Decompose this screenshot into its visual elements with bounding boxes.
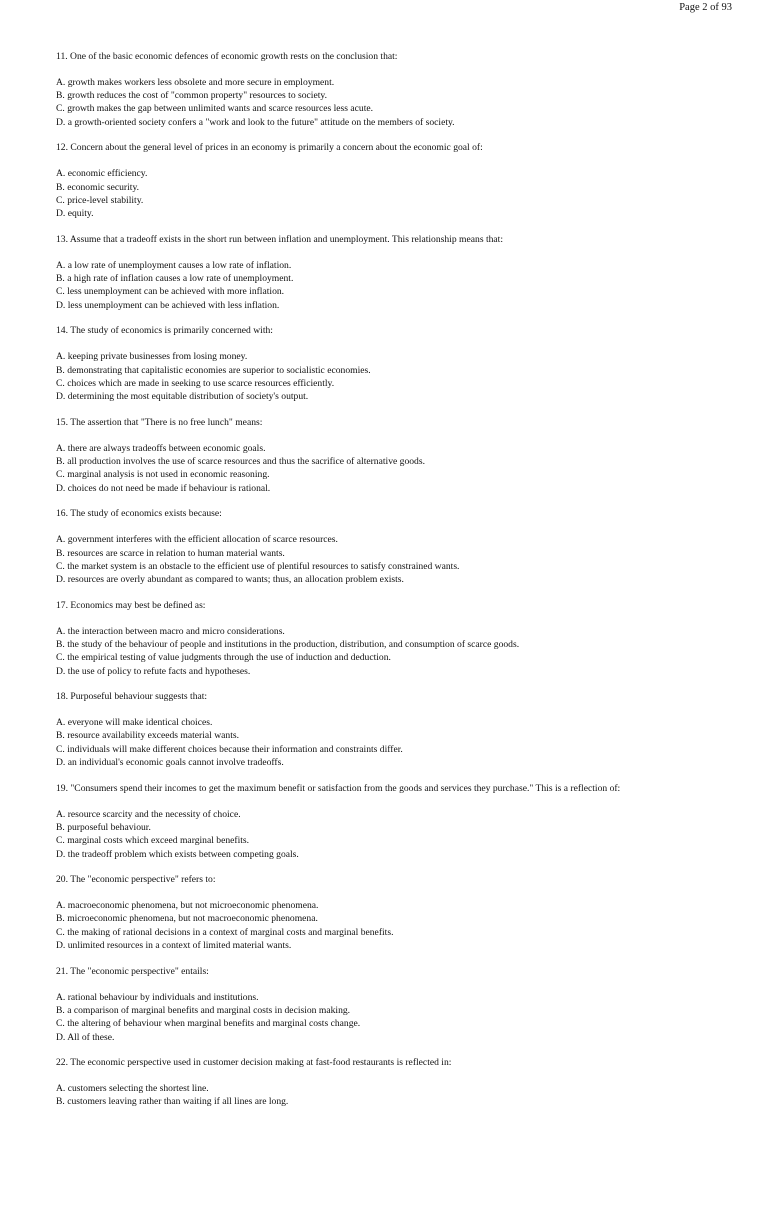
answer-option: B. economic security. bbox=[56, 181, 140, 193]
question-13 bbox=[56, 233, 746, 312]
question-list bbox=[56, 50, 746, 1121]
answer-option: D. choices do not need be made if behaviour is rational. bbox=[56, 482, 271, 494]
answer-option: C. the making of rational decisions in a context of marginal costs and marginal benefits. bbox=[56, 926, 394, 938]
answer-option: A. resource scarcity and the necessity of choice. bbox=[56, 808, 241, 820]
question-stem: 19. "Consumers spend their incomes to get the maximum benefit or satisfaction from the goods and services they purchase." This is a reflection of: bbox=[56, 782, 621, 794]
answer-option: C. individuals will make different choices because their information and constraints differ. bbox=[56, 743, 403, 755]
answer-option: D. All of these. bbox=[56, 1031, 115, 1043]
answer-option: B. demonstrating that capitalistic economies are superior to socialistic economies. bbox=[56, 364, 371, 376]
answer-option: C. marginal costs which exceed marginal benefits. bbox=[56, 835, 250, 847]
answer-option: D. less unemployment can be achieved with less inflation. bbox=[56, 299, 280, 311]
answer-option: D. the tradeoff problem which exists between competing goals. bbox=[56, 848, 299, 860]
answer-option: B. a comparison of marginal benefits and marginal costs in decision making. bbox=[56, 1004, 351, 1016]
answer-option: B. customers leaving rather than waiting if all lines are long. bbox=[56, 1096, 289, 1108]
answer-option: A. economic efficiency. bbox=[56, 168, 148, 180]
question-stem: 11. One of the basic economic defences of economic growth rests on the conclusion that: bbox=[56, 51, 398, 62]
answer-option: A. a low rate of unemployment causes a low rate of inflation. bbox=[56, 259, 292, 271]
question-stem: 14. The study of economics is primarily concerned with: bbox=[56, 325, 273, 337]
answer-option: A. government interferes with the efficient allocation of scarce resources. bbox=[56, 534, 338, 546]
answer-option: A. the interaction between macro and micro considerations. bbox=[56, 625, 285, 637]
answer-option: A. customers selecting the shortest line. bbox=[56, 1083, 209, 1095]
question-stem: 18. Purposeful behaviour suggests that: bbox=[56, 691, 208, 703]
answer-option: C. growth makes the gap between unlimited wants and scarce resources less acute. bbox=[56, 103, 374, 115]
answer-option: D. the use of policy to refute facts and hypotheses. bbox=[56, 665, 251, 677]
answer-option: A. everyone will make identical choices. bbox=[56, 717, 213, 729]
question-stem: 12. Concern about the general level of prices in an economy is primarily a concern about the economic goal of: bbox=[56, 142, 483, 154]
question-12 bbox=[56, 141, 746, 220]
answer-option: D. unlimited resources in a context of limited material wants. bbox=[56, 940, 292, 952]
answer-option: C. less unemployment can be achieved with more inflation. bbox=[56, 286, 285, 298]
answer-option: C. marginal analysis is not used in economic reasoning. bbox=[56, 469, 270, 481]
answer-option: A. keeping private businesses from losing money. bbox=[56, 351, 248, 363]
answer-option: B. all production involves the use of scarce resources and thus the sacrifice of alternative goods. bbox=[56, 456, 425, 468]
answer-option: D. resources are overly abundant as compared to wants; thus, an allocation problem exists. bbox=[56, 574, 404, 586]
answer-option: B. microeconomic phenomena, but not macroeconomic phenomena. bbox=[56, 913, 318, 925]
answer-option: D. an individual's economic goals cannot involve tradeoffs. bbox=[56, 757, 284, 769]
answer-option: C. the market system is an obstacle to the efficient use of plentiful resources to satisfy constrained wants. bbox=[56, 560, 460, 572]
question-20 bbox=[56, 873, 746, 952]
answer-option: A. rational behaviour by individuals and institutions. bbox=[56, 991, 259, 1003]
question-15 bbox=[56, 416, 746, 495]
question-stem: 20. The "economic perspective" refers to: bbox=[56, 874, 216, 886]
answer-option: B. the study of the behaviour of people and institutions in the production, distribution, and consumption of scarce goods. bbox=[56, 639, 520, 650]
answer-option: A. growth makes workers less obsolete and more secure in employment. bbox=[56, 76, 335, 88]
answer-option: C. choices which are made in seeking to use scarce resources efficiently. bbox=[56, 377, 335, 389]
answer-option: B. a high rate of inflation causes a low rate of unemployment. bbox=[56, 273, 294, 285]
answer-option: B. resource availability exceeds material wants. bbox=[56, 730, 240, 742]
question-stem: 17. Economics may best be defined as: bbox=[56, 599, 206, 611]
question-17 bbox=[56, 599, 746, 678]
question-stem: 22. The economic perspective used in customer decision making at fast-food restaurants is reflected in: bbox=[56, 1057, 452, 1069]
question-stem: 13. Assume that a tradeoff exists in the short run between inflation and unemployment. This relationship means that: bbox=[56, 233, 503, 245]
question-14 bbox=[56, 324, 746, 403]
answer-option: C. price-level stability. bbox=[56, 194, 144, 206]
question-18 bbox=[56, 690, 746, 769]
answer-option: D. a growth-oriented society confers a "work and look to the future" attitude on the members of society. bbox=[56, 116, 455, 128]
answer-option: C. the empirical testing of value judgments through the use of induction and deduction. bbox=[56, 652, 391, 664]
answer-option: D. determining the most equitable distribution of society's output. bbox=[56, 391, 309, 403]
question-21 bbox=[56, 965, 746, 1044]
answer-option: A. macroeconomic phenomena, but not microeconomic phenomena. bbox=[56, 900, 319, 912]
question-stem: 21. The "economic perspective" entails: bbox=[56, 965, 209, 977]
question-16 bbox=[56, 507, 746, 586]
answer-option: B. resources are scarce in relation to human material wants. bbox=[56, 547, 285, 559]
question-11 bbox=[56, 50, 746, 129]
answer-option: C. the altering of behaviour when marginal benefits and marginal costs change. bbox=[56, 1018, 361, 1030]
page-number: Page 2 of 93 bbox=[679, 2, 732, 13]
answer-option: D. equity. bbox=[56, 208, 94, 220]
question-stem: 16. The study of economics exists because: bbox=[56, 508, 222, 520]
answer-option: B. purposeful behaviour. bbox=[56, 821, 151, 833]
answer-option: A. there are always tradeoffs between economic goals. bbox=[56, 442, 266, 454]
answer-option: B. growth reduces the cost of "common property" resources to society. bbox=[56, 90, 327, 102]
question-19 bbox=[56, 782, 746, 861]
question-22 bbox=[56, 1056, 746, 1108]
question-stem: 15. The assertion that "There is no free lunch" means: bbox=[56, 416, 263, 428]
